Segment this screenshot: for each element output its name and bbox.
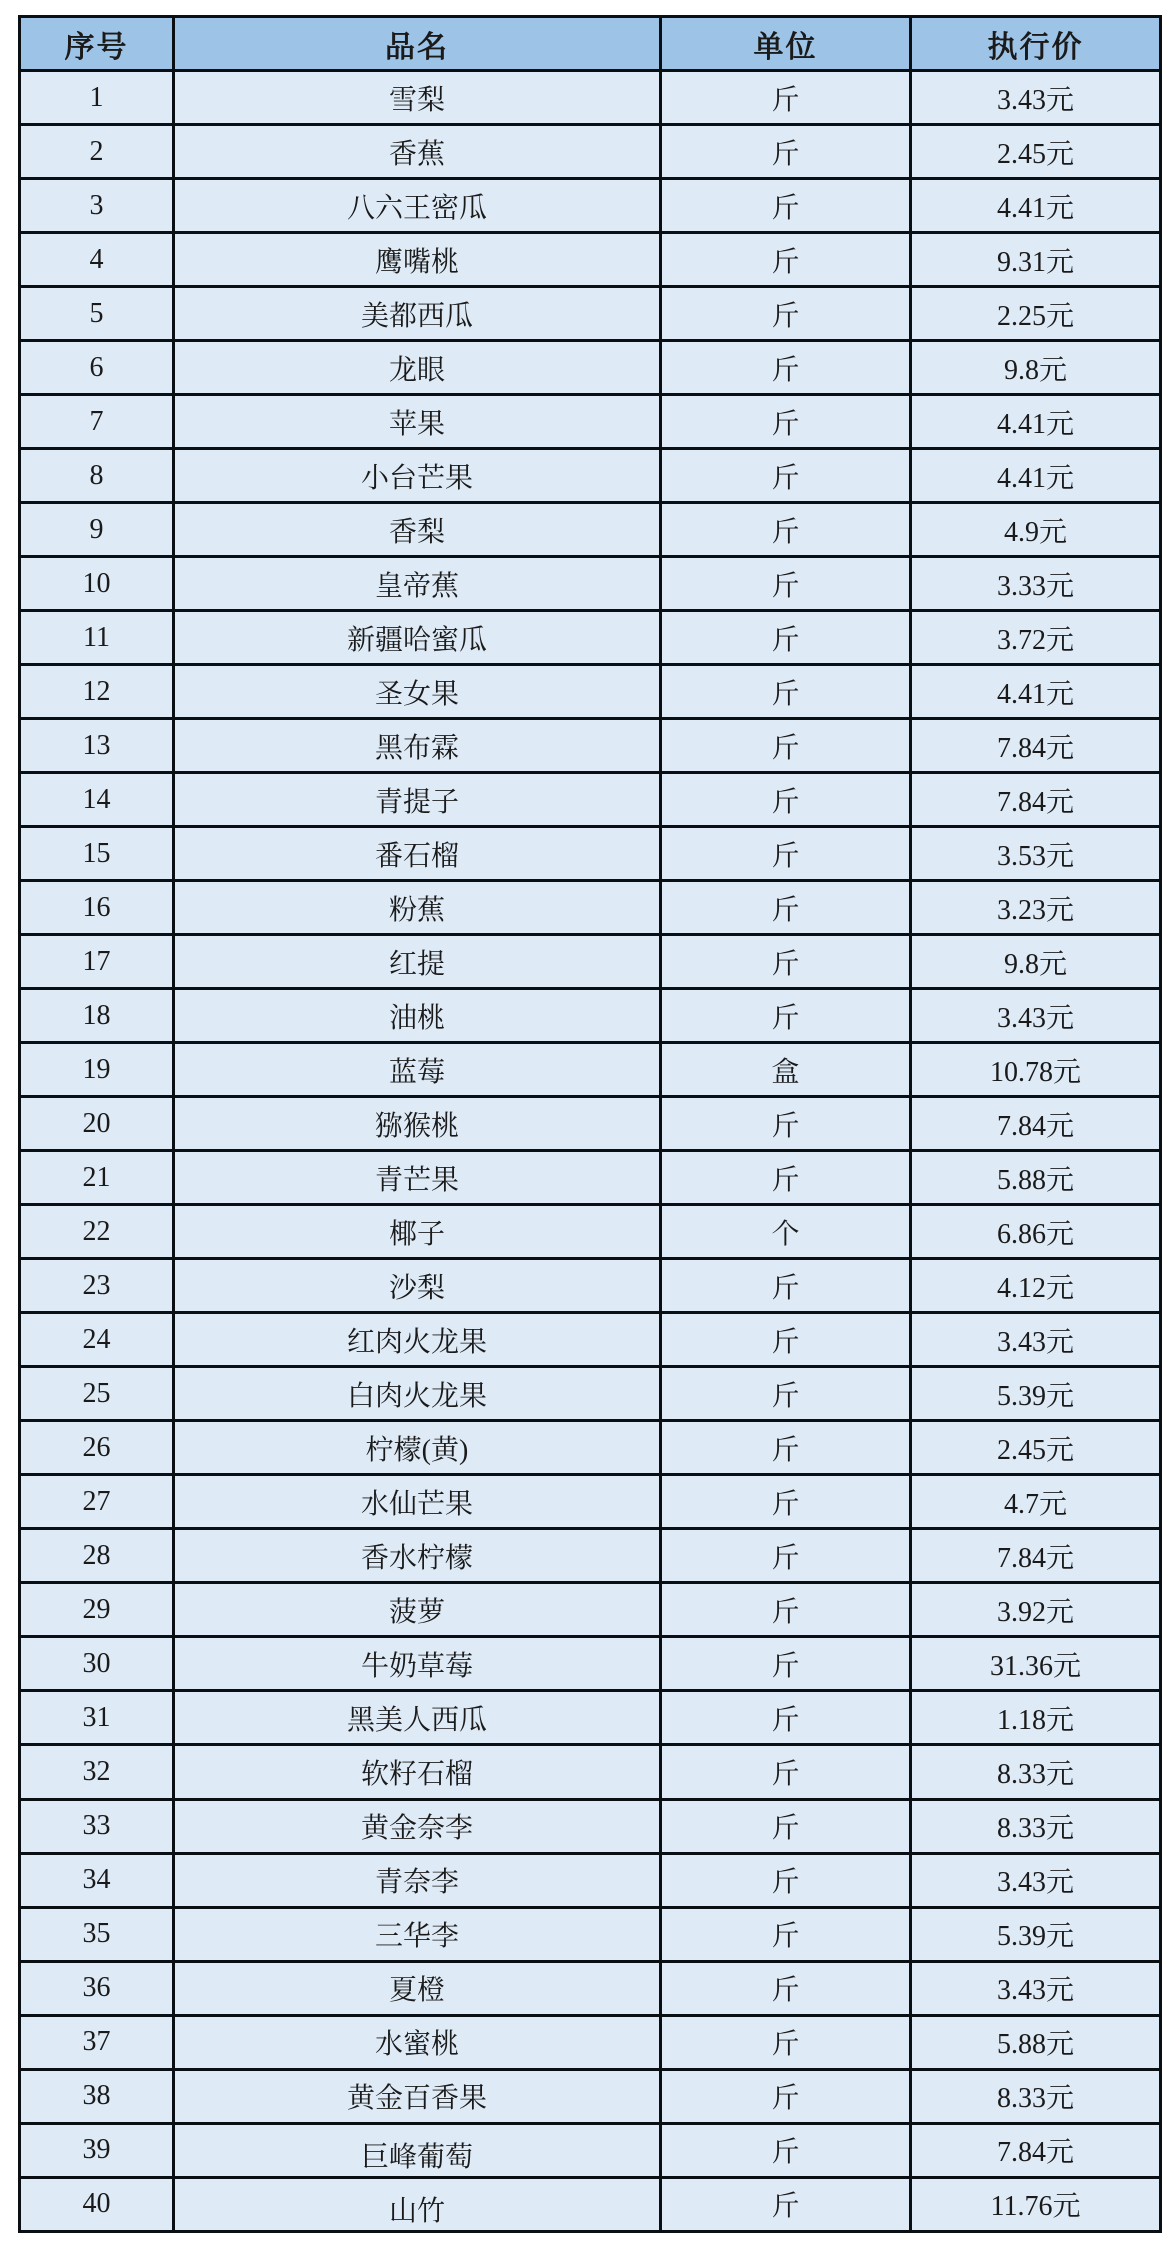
cell-price: 9.8元 <box>911 341 1161 395</box>
cell-name: 香蕉 <box>174 125 661 179</box>
cell-price: 6.86元 <box>911 1205 1161 1259</box>
cell-name: 香水柠檬 <box>174 1529 661 1583</box>
table-row <box>20 449 1161 503</box>
cell-price: 5.88元 <box>911 1151 1161 1205</box>
cell-price: 7.84元 <box>911 773 1161 827</box>
cell-index: 23 <box>20 1259 174 1313</box>
cell-name: 圣女果 <box>174 665 661 719</box>
cell-price: 7.84元 <box>911 2123 1161 2177</box>
table-row <box>20 1799 1161 1853</box>
cell-unit: 斤 <box>661 827 911 881</box>
table-row <box>20 287 1161 341</box>
cell-name: 香梨 <box>174 503 661 557</box>
cell-index: 10 <box>20 557 174 611</box>
cell-name: 美都西瓜 <box>174 287 661 341</box>
column-header-unit: 单位 <box>661 17 911 71</box>
cell-price: 3.43元 <box>911 1313 1161 1367</box>
table-row <box>20 1583 1161 1637</box>
cell-name: 红肉火龙果 <box>174 1313 661 1367</box>
cell-unit: 斤 <box>661 1583 911 1637</box>
table-row <box>20 1313 1161 1367</box>
cell-price: 3.92元 <box>911 1583 1161 1637</box>
cell-name: 夏橙 <box>174 1961 661 2015</box>
table-row <box>20 557 1161 611</box>
cell-unit: 斤 <box>661 341 911 395</box>
cell-unit: 斤 <box>661 1961 911 2015</box>
cell-index: 5 <box>20 287 174 341</box>
table-row <box>20 2069 1161 2123</box>
cell-unit: 斤 <box>661 935 911 989</box>
cell-unit: 斤 <box>661 2123 911 2177</box>
cell-price: 3.33元 <box>911 557 1161 611</box>
cell-price: 11.76元 <box>911 2177 1161 2231</box>
table-row <box>20 827 1161 881</box>
table-row <box>20 719 1161 773</box>
cell-unit: 斤 <box>661 2069 911 2123</box>
table-row <box>20 2015 1161 2069</box>
cell-name: 蓝莓 <box>174 1043 661 1097</box>
cell-unit: 斤 <box>661 881 911 935</box>
cell-index: 29 <box>20 1583 174 1637</box>
cell-price: 9.31元 <box>911 233 1161 287</box>
cell-unit: 斤 <box>661 989 911 1043</box>
cell-unit: 个 <box>661 1205 911 1259</box>
cell-index: 25 <box>20 1367 174 1421</box>
cell-index: 14 <box>20 773 174 827</box>
cell-unit: 斤 <box>661 395 911 449</box>
cell-unit: 斤 <box>661 1313 911 1367</box>
cell-name: 番石榴 <box>174 827 661 881</box>
table-row <box>20 125 1161 179</box>
cell-name: 小台芒果 <box>174 449 661 503</box>
cell-price: 2.25元 <box>911 287 1161 341</box>
table-row <box>20 179 1161 233</box>
cell-name: 水仙芒果 <box>174 1475 661 1529</box>
cell-index: 9 <box>20 503 174 557</box>
cell-name: 新疆哈蜜瓜 <box>174 611 661 665</box>
cell-name: 油桃 <box>174 989 661 1043</box>
cell-index: 18 <box>20 989 174 1043</box>
cell-name: 三华李 <box>174 1907 661 1961</box>
cell-unit: 斤 <box>661 125 911 179</box>
cell-price: 4.12元 <box>911 1259 1161 1313</box>
cell-price: 10.78元 <box>911 1043 1161 1097</box>
table-header <box>20 17 1161 71</box>
table-row <box>20 1475 1161 1529</box>
cell-name: 山竹 <box>174 2177 661 2231</box>
cell-price: 5.39元 <box>911 1367 1161 1421</box>
cell-price: 9.8元 <box>911 935 1161 989</box>
cell-price: 3.43元 <box>911 1853 1161 1907</box>
cell-index: 24 <box>20 1313 174 1367</box>
cell-name: 苹果 <box>174 395 661 449</box>
cell-index: 21 <box>20 1151 174 1205</box>
cell-index: 31 <box>20 1691 174 1745</box>
cell-index: 4 <box>20 233 174 287</box>
cell-index: 22 <box>20 1205 174 1259</box>
cell-name: 牛奶草莓 <box>174 1637 661 1691</box>
cell-unit: 斤 <box>661 557 911 611</box>
cell-index: 8 <box>20 449 174 503</box>
cell-unit: 斤 <box>661 1259 911 1313</box>
cell-index: 7 <box>20 395 174 449</box>
cell-price: 3.23元 <box>911 881 1161 935</box>
cell-price: 3.43元 <box>911 71 1161 125</box>
cell-unit: 斤 <box>661 179 911 233</box>
cell-price: 7.84元 <box>911 719 1161 773</box>
table-row <box>20 233 1161 287</box>
table-row <box>20 1907 1161 1961</box>
cell-index: 16 <box>20 881 174 935</box>
cell-price: 2.45元 <box>911 1421 1161 1475</box>
cell-unit: 斤 <box>661 719 911 773</box>
cell-name: 巨峰葡萄 <box>174 2123 661 2177</box>
cell-unit: 斤 <box>661 1097 911 1151</box>
cell-name: 白肉火龙果 <box>174 1367 661 1421</box>
table-row <box>20 935 1161 989</box>
cell-name: 椰子 <box>174 1205 661 1259</box>
table-row <box>20 665 1161 719</box>
cell-price: 4.41元 <box>911 179 1161 233</box>
cell-index: 34 <box>20 1853 174 1907</box>
cell-name: 鹰嘴桃 <box>174 233 661 287</box>
cell-price: 3.53元 <box>911 827 1161 881</box>
cell-unit: 斤 <box>661 1745 911 1799</box>
cell-index: 36 <box>20 1961 174 2015</box>
table-row <box>20 881 1161 935</box>
table-row <box>20 1151 1161 1205</box>
table-row <box>20 1421 1161 1475</box>
table-body <box>20 71 1161 2232</box>
cell-name: 软籽石榴 <box>174 1745 661 1799</box>
cell-name: 八六王密瓜 <box>174 179 661 233</box>
cell-unit: 斤 <box>661 1367 911 1421</box>
table-row <box>20 1853 1161 1907</box>
cell-unit: 斤 <box>661 1853 911 1907</box>
cell-index: 6 <box>20 341 174 395</box>
cell-index: 28 <box>20 1529 174 1583</box>
cell-price: 4.41元 <box>911 665 1161 719</box>
cell-index: 37 <box>20 2015 174 2069</box>
cell-price: 8.33元 <box>911 1745 1161 1799</box>
table-row <box>20 1367 1161 1421</box>
cell-name: 沙梨 <box>174 1259 661 1313</box>
cell-price: 3.72元 <box>911 611 1161 665</box>
cell-name: 黄金百香果 <box>174 2069 661 2123</box>
cell-index: 3 <box>20 179 174 233</box>
cell-unit: 斤 <box>661 611 911 665</box>
cell-price: 4.9元 <box>911 503 1161 557</box>
table-row <box>20 1043 1161 1097</box>
cell-name: 龙眼 <box>174 341 661 395</box>
cell-unit: 斤 <box>661 665 911 719</box>
cell-name: 红提 <box>174 935 661 989</box>
cell-price: 3.43元 <box>911 989 1161 1043</box>
cell-unit: 斤 <box>661 1421 911 1475</box>
cell-name: 菠萝 <box>174 1583 661 1637</box>
cell-unit: 斤 <box>661 503 911 557</box>
cell-index: 26 <box>20 1421 174 1475</box>
cell-unit: 斤 <box>661 2015 911 2069</box>
cell-unit: 斤 <box>661 1907 911 1961</box>
cell-unit: 斤 <box>661 2177 911 2231</box>
cell-name: 水蜜桃 <box>174 2015 661 2069</box>
table-row <box>20 71 1161 125</box>
cell-unit: 斤 <box>661 71 911 125</box>
table-row <box>20 611 1161 665</box>
cell-index: 13 <box>20 719 174 773</box>
cell-price: 7.84元 <box>911 1529 1161 1583</box>
cell-unit: 斤 <box>661 1799 911 1853</box>
cell-price: 7.84元 <box>911 1097 1161 1151</box>
table-row <box>20 2123 1161 2177</box>
table-row <box>20 1745 1161 1799</box>
cell-unit: 斤 <box>661 1691 911 1745</box>
cell-index: 1 <box>20 71 174 125</box>
cell-index: 20 <box>20 1097 174 1151</box>
cell-price: 8.33元 <box>911 2069 1161 2123</box>
table-row <box>20 1691 1161 1745</box>
table-row <box>20 1961 1161 2015</box>
table-row <box>20 773 1161 827</box>
cell-unit: 斤 <box>661 287 911 341</box>
cell-index: 2 <box>20 125 174 179</box>
cell-name: 青奈李 <box>174 1853 661 1907</box>
cell-unit: 斤 <box>661 1637 911 1691</box>
cell-name: 黑美人西瓜 <box>174 1691 661 1745</box>
cell-unit: 斤 <box>661 233 911 287</box>
table-row <box>20 1637 1161 1691</box>
table-row <box>20 989 1161 1043</box>
cell-index: 12 <box>20 665 174 719</box>
cell-name: 青提子 <box>174 773 661 827</box>
cell-name: 猕猴桃 <box>174 1097 661 1151</box>
cell-unit: 斤 <box>661 1151 911 1205</box>
table-row <box>20 395 1161 449</box>
cell-index: 32 <box>20 1745 174 1799</box>
cell-index: 35 <box>20 1907 174 1961</box>
cell-index: 19 <box>20 1043 174 1097</box>
cell-price: 1.18元 <box>911 1691 1161 1745</box>
cell-unit: 斤 <box>661 449 911 503</box>
cell-price: 4.41元 <box>911 449 1161 503</box>
cell-index: 33 <box>20 1799 174 1853</box>
cell-price: 4.41元 <box>911 395 1161 449</box>
cell-index: 15 <box>20 827 174 881</box>
cell-name: 粉蕉 <box>174 881 661 935</box>
cell-index: 17 <box>20 935 174 989</box>
table-row <box>20 1097 1161 1151</box>
cell-name: 黑布霖 <box>174 719 661 773</box>
cell-price: 4.7元 <box>911 1475 1161 1529</box>
column-header-index: 序号 <box>20 17 174 71</box>
cell-name: 皇帝蕉 <box>174 557 661 611</box>
cell-unit: 斤 <box>661 1475 911 1529</box>
cell-price: 3.43元 <box>911 1961 1161 2015</box>
table-row <box>20 1205 1161 1259</box>
cell-index: 11 <box>20 611 174 665</box>
header-row <box>20 17 1161 71</box>
cell-price: 2.45元 <box>911 125 1161 179</box>
cell-price: 8.33元 <box>911 1799 1161 1853</box>
table-row <box>20 503 1161 557</box>
cell-price: 5.39元 <box>911 1907 1161 1961</box>
cell-name: 黄金奈李 <box>174 1799 661 1853</box>
table-row <box>20 1259 1161 1313</box>
cell-unit: 盒 <box>661 1043 911 1097</box>
cell-price: 31.36元 <box>911 1637 1161 1691</box>
cell-name: 青芒果 <box>174 1151 661 1205</box>
column-header-price: 执行价 <box>911 17 1161 71</box>
cell-index: 27 <box>20 1475 174 1529</box>
cell-index: 40 <box>20 2177 174 2231</box>
cell-index: 39 <box>20 2123 174 2177</box>
cell-index: 30 <box>20 1637 174 1691</box>
table-row <box>20 2177 1161 2231</box>
cell-index: 38 <box>20 2069 174 2123</box>
cell-name: 雪梨 <box>174 71 661 125</box>
cell-unit: 斤 <box>661 773 911 827</box>
fruit-price-table <box>18 15 1162 2233</box>
table-row <box>20 1529 1161 1583</box>
column-header-name: 品名 <box>174 17 661 71</box>
cell-unit: 斤 <box>661 1529 911 1583</box>
table-row <box>20 341 1161 395</box>
cell-name: 柠檬(黄) <box>174 1421 661 1475</box>
cell-price: 5.88元 <box>911 2015 1161 2069</box>
